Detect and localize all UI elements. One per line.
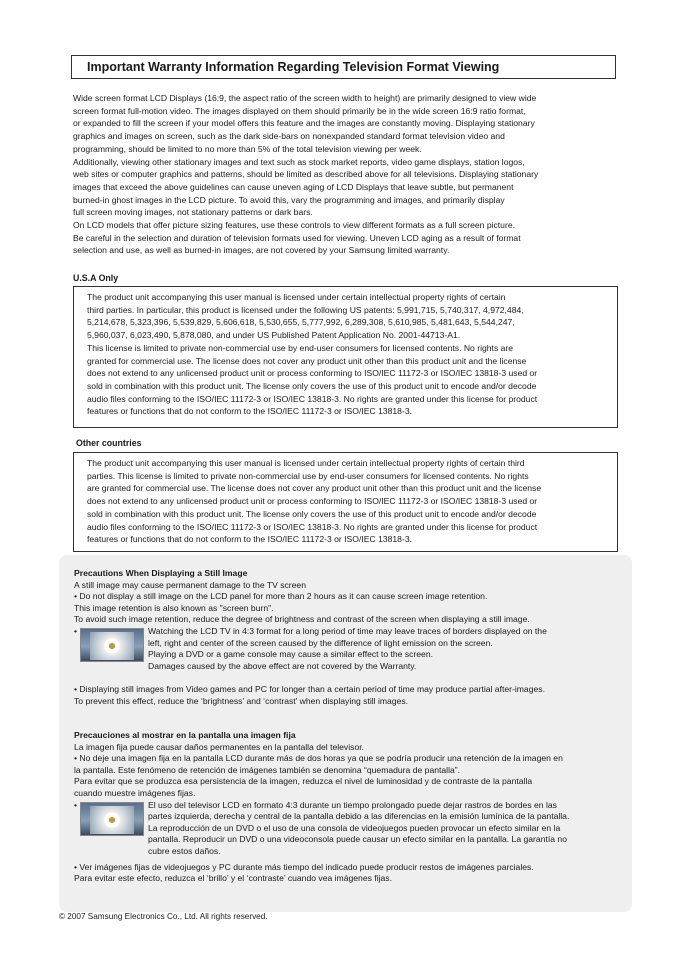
text-line: partes izquierda, derecha y central de la pantalla debido a las diferencias en la emisión lumínica de la pantalla.	[148, 811, 570, 822]
text-line: Para evitar que se produzca esa persistencia de la imagen, reduzca el nivel de luminosidad y de contraste de la pantalla	[74, 776, 533, 787]
bullet-mark: •	[74, 799, 78, 810]
text-line: • Ver imágenes fijas de videojuegos y PC durante más tiempo del indicado puede producir restos de imágenes parciales.	[74, 861, 534, 872]
text-line: On LCD models that offer picture sizing features, use these controls to view different formats as a full screen picture.	[73, 220, 515, 231]
text-line: does not extend to any unlicensed product unit or process conforming to ISO/IEC 11172-3 or ISO/IEC 13818-3 used or	[87, 496, 538, 507]
text-line: • No deje una imagen fija en la pantalla LCD durante más de dos horas ya que se podría producir una retención de la imagen en	[74, 753, 563, 764]
text-line: features or functions that do not conform to the ISO/IEC 11172-3 or ISO/IEC 13818-3.	[87, 534, 412, 545]
text-line: third parties. In particular, this product is licensed under the following US patents: 5,991,715, 5,740,317, 4,972,484,	[87, 304, 524, 315]
precautions-en-tv-text	[148, 626, 629, 672]
text-line: El uso del televisor LCD en formato 4:3 durante un tiempo prolongado puede dejar rastros de bordes en las	[148, 799, 557, 810]
text-line: programming, should be limited to no more than 5% of the total television viewing per week.	[73, 143, 422, 154]
text-line: audio files conforming to the ISO/IEC 11172-3 or ISO/IEC 13818-3. No rights are granted under this license for product	[87, 393, 538, 404]
precautions-en-intro: A still image may cause permanent damage to the TV screen	[74, 579, 306, 590]
precautions-spanish	[74, 730, 629, 885]
text-line: burned-in ghost images in the LCD picture. To avoid this, vary the programming and images, and primarily display	[73, 194, 505, 205]
text-line: To prevent this effect, reduce the ‘brightness’ and ‘contrast’ when displaying still images.	[74, 695, 409, 706]
other-countries-heading: Other countries	[76, 438, 142, 448]
flower-image	[103, 811, 121, 829]
text-line: web sites or computer graphics and patterns, should be limited as described above for all televisions. Displaying stationary	[73, 169, 539, 180]
text-line: sold in combination with this product unit. The license only covers the use of this product unit to encode and/or decode	[87, 508, 537, 519]
precautions-english	[74, 568, 629, 707]
other-countries-license-box	[73, 452, 618, 552]
text-line: To avoid such image retention, reduce the degree of brightness and contrast of the screen when displaying a still image.	[74, 614, 530, 625]
precautions-es-heading: Precauciones al mostrar en la pantalla una imagen fija	[74, 730, 296, 740]
precautions-en-bullet-1	[74, 591, 629, 626]
text-line: are granted for commercial use. The license does not cover any product unit other than this product unit and the license	[87, 483, 542, 494]
text-line: 5,214,678, 5,323,396, 5,539,829, 5,606,618, 5,530,655, 5,777,992, 6,289,308, 5,610,985, 5,481,643, 5,544,247,	[87, 317, 515, 328]
text-line: • Displaying still images from Video games and PC for longer than a certain period of time may produce partial after-images.	[74, 683, 545, 694]
text-line: audio files conforming to the ISO/IEC 11172-3 or ISO/IEC 13818-3. No rights are granted under this license for product	[87, 521, 538, 532]
precautions-es-tv-bullet	[74, 800, 629, 862]
flower-image	[103, 637, 121, 655]
text-line: • Do not display a still image on the LCD panel for more than 2 hours as it can cause screen image retention.	[74, 591, 488, 602]
tv-screen-image	[80, 628, 144, 662]
text-line: full screen moving images, not stationary patterns or dark bars.	[73, 207, 313, 218]
text-line: parties. This license is limited to private non-commercial use by end-user consumers for licensed contents. No rights	[87, 470, 529, 481]
text-line: pantalla. Reproducir un DVD o una videoconsola puede causar un efecto similar en la pantalla. La garantía no	[148, 834, 567, 845]
text-line: cuando muestre imágenes fijas.	[74, 787, 196, 798]
text-line: does not extend to any unlicensed product unit or process conforming to ISO/IEC 11172-3 or ISO/IEC 13818-3 used or	[87, 368, 538, 379]
text-line: Playing a DVD or a game console may cause a similar effect to the screen.	[148, 649, 434, 660]
usa-heading: U.S.A Only	[73, 273, 119, 283]
text-line: Para evitar este efecto, reduzca el ‘brillo’ y el ‘contraste’ cuando vea imágenes fijas.	[74, 873, 392, 884]
text-line: graphics and images on screen, such as the dark side-bars on nonexpanded standard format television video and	[73, 131, 505, 142]
usa-license-box	[73, 286, 618, 428]
text-line: Damages caused by the above effect are not covered by the Warranty.	[148, 660, 417, 671]
text-line: 5,960,037, 6,023,490, 5,878,080, and under US Published Patent Application No. 2001-44713-A1.	[87, 330, 461, 341]
text-line: images that exceed the above guidelines can cause uneven aging of LCD Displays that leave subtle, but permanent	[73, 181, 514, 192]
text-line: la pantalla. Este fenómeno de retención de imágenes también se denomina “quemadura de pantalla”.	[74, 764, 461, 775]
text-line: or expanded to fill the screen if your model offers this feature and the images are constantly moving. Displaying stationary	[73, 118, 535, 129]
tv-screen-image	[80, 802, 144, 836]
intro-paragraph	[73, 92, 613, 257]
text-line: screen format full-motion video. The images displayed on them should primarily be in the wide screen 16:9 ratio format,	[73, 105, 526, 116]
precautions-es-intro: La imagen fija puede causar daños permanentes en la pantalla del televisor.	[74, 741, 364, 752]
text-line: Be careful in the selection and duration of television formats used for viewing. Uneven LCD aging as a result of format	[73, 232, 521, 243]
precautions-en-bullet-3	[74, 684, 629, 707]
text-line: sold in combination with this product unit. The license only covers the use of this product unit to encode and/or decode	[87, 380, 537, 391]
precautions-en-tv-bullet	[74, 626, 629, 684]
text-line: cubre estos daños.	[148, 845, 221, 856]
warranty-title: Important Warranty Information Regarding Television Format Viewing	[71, 55, 616, 79]
text-line: This license is limited to private non-commercial use by end-user consumers for licensed contents. No rights are	[87, 342, 514, 353]
precautions-en-heading: Precautions When Displaying a Still Image	[74, 568, 248, 578]
copyright-footer: © 2007 Samsung Electronics Co., Ltd. All rights reserved.	[59, 912, 268, 921]
text-line: features or functions that do not conform to the ISO/IEC 11172-3 or ISO/IEC 13818-3.	[87, 406, 412, 417]
text-line: granted for commercial use. The license does not cover any product unit other than this product unit and the license	[87, 355, 527, 366]
text-line: Additionally, viewing other stationary images and text such as stock market reports, video game displays, station logos,	[73, 156, 525, 167]
text-line: selection and use, as well as burned-in images, are not covered by your Samsung limited warranty.	[73, 245, 450, 256]
text-line: Wide screen format LCD Displays (16:9, the aspect ratio of the screen width to height) are primarily designed to view wide	[73, 93, 537, 103]
text-line: The product unit accompanying this user manual is licensed under certain intellectual property rights of certain third	[87, 458, 525, 468]
precautions-es-bullet-1	[74, 753, 629, 799]
text-line: La reproducción de un DVD o el uso de una consola de videojuegos pueden provocar un efecto similar en la	[148, 822, 561, 833]
bullet-mark: •	[74, 625, 78, 636]
text-line: The product unit accompanying this user manual is licensed under certain intellectual property rights of certain	[87, 292, 506, 302]
text-line: Watching the LCD TV in 4:3 format for a long period of time may leave traces of borders displayed on the	[148, 625, 547, 636]
precautions-es-tv-text	[148, 800, 629, 858]
text-line: This image retention is also known as "screen burn".	[74, 602, 274, 613]
precautions-es-bullet-3	[74, 862, 629, 885]
text-line: left, right and center of the screen caused by the difference of light emission on the screen.	[148, 637, 493, 648]
